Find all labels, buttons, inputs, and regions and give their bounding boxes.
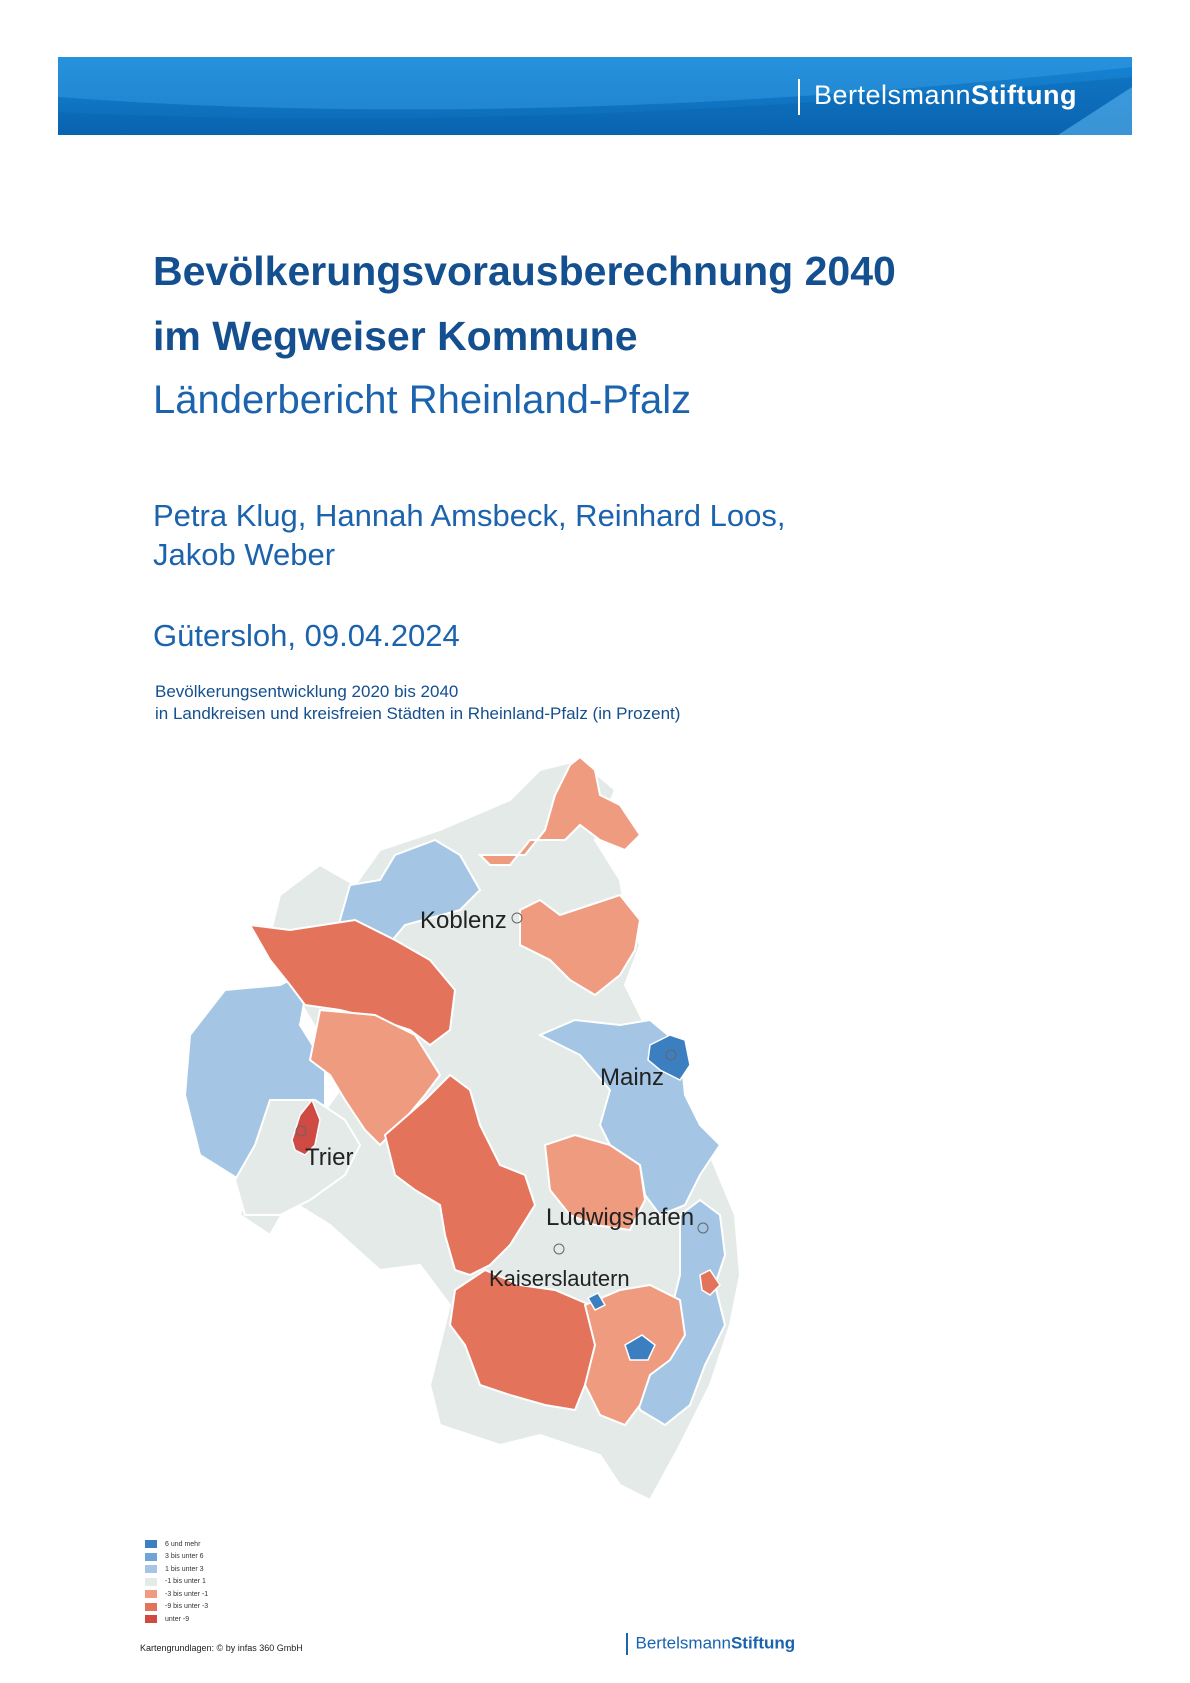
legend-item: 3 bis unter 6 — [145, 1551, 208, 1564]
place-date: Gütersloh, 09.04.2024 — [153, 618, 460, 653]
city-label-koblenz: Koblenz — [420, 907, 507, 934]
city-label-trier: Trier — [305, 1144, 354, 1171]
legend-item: -9 bis unter -3 — [145, 1601, 208, 1614]
city-label-kaiserslautern: Kaiserslautern — [489, 1266, 630, 1291]
header-band — [58, 57, 1132, 135]
legend-item: 6 und mehr — [145, 1538, 208, 1551]
report-title-line1: Bevölkerungsvorausberechnung 2040 — [153, 248, 896, 294]
city-label-ludwigshafen: Ludwigshafen — [546, 1204, 695, 1231]
legend-item: unter -9 — [145, 1613, 208, 1626]
choropleth-map — [180, 745, 790, 1525]
authors-line2: Jakob Weber — [153, 537, 336, 572]
brand-logo: BertelsmannStiftung — [798, 79, 1077, 115]
map-legend — [145, 1538, 208, 1626]
legend-item: 1 bis unter 3 — [145, 1563, 208, 1576]
report-subtitle: Länderbericht Rheinland-Pfalz — [153, 378, 692, 422]
city-label-mainz: Mainz — [600, 1064, 665, 1091]
footer-brand-logo: BertelsmannStiftung — [626, 1633, 795, 1655]
map-title: Bevölkerungsentwicklung 2020 bis 2040 in Landkreisen und kreisfreien Städten in Rheinland-Pfalz (in Prozent) — [155, 682, 681, 723]
legend-item: -3 bis unter -1 — [145, 1588, 208, 1601]
map-credit: Kartengrundlagen: © by infas 360 GmbH — [140, 1643, 303, 1653]
legend-item: -1 bis unter 1 — [145, 1576, 208, 1589]
authors-line1: Petra Klug, Hannah Amsbeck, Reinhard Loos, — [153, 498, 786, 533]
report-title-line2: im Wegweiser Kommune — [153, 313, 638, 359]
